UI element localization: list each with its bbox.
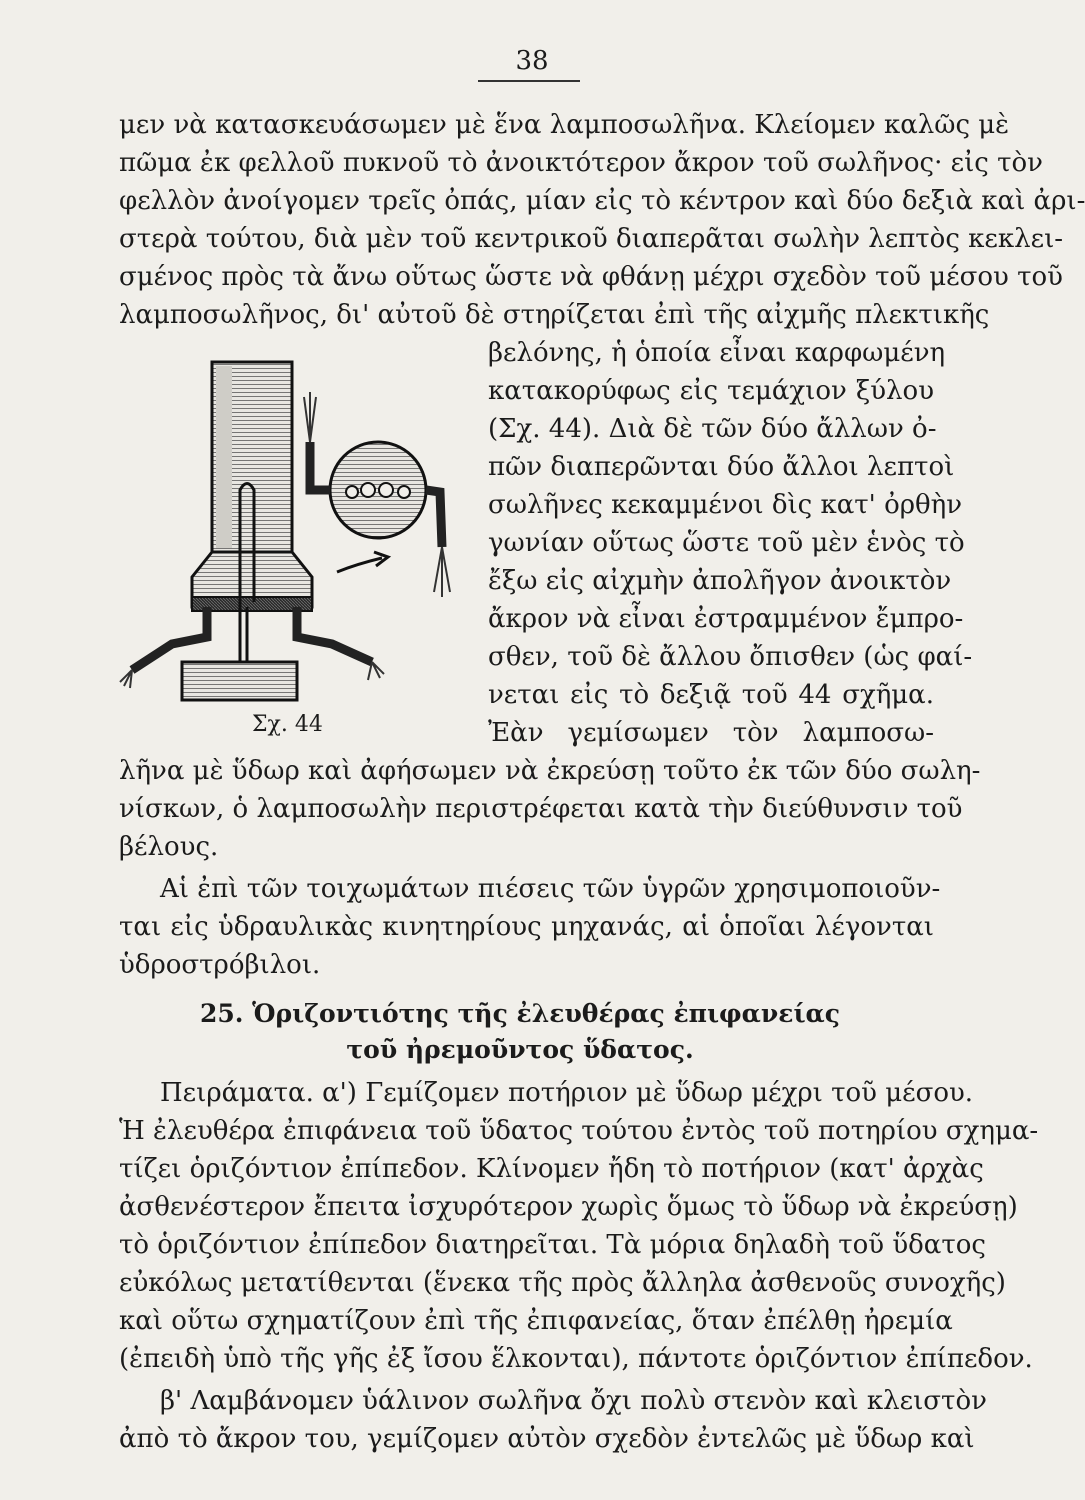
figure-44-illustration — [112, 352, 472, 742]
text-line: ἔξω εἰς αἰχμὴν ἀπολῆγον ἀνοικτὸν — [488, 566, 952, 596]
page-number-rule — [478, 80, 580, 82]
section-heading: 25. Ὁριζοντιότης τῆς ἐλευθέρας ἐπιφανείας — [199, 999, 841, 1028]
text-line: πῶν διαπερῶνται δύο ἄλλοι λεπτοὶ — [488, 452, 955, 482]
text-line: ὑδροστρόβιλοι. — [119, 950, 321, 980]
text-line: μεν νὰ κατασκευάσωμεν μὲ ἕνα λαμποσωλῆνα. Κλείομεν καλῶς μὲ — [119, 110, 1010, 140]
text-line: τὸ ὁριζόντιον ἐπίπεδον διατηρεῖται. Τὰ μόρια δηλαδὴ τοῦ ὕδατος — [119, 1230, 986, 1260]
text-line: καὶ οὕτω σχηματίζουν ἐπὶ τῆς ἐπιφανείας, ὅταν ἐπέλθῃ ἠρεμία — [119, 1306, 953, 1336]
text-line: σωλῆνες κεκαμμένοι δὶς κατ' ὀρθὴν — [488, 490, 963, 520]
text-line: ἀσθενέστερον ἔπειτα ἰσχυρότερον χωρὶς ὅμως τὸ ὕδωρ νὰ ἐκρεύσῃ) — [119, 1192, 1018, 1222]
wooden-base — [182, 662, 297, 700]
text-line: Ἡ ἐλευθέρα ἐπιφάνεια τοῦ ὕδατος τούτου ἐντὸς τοῦ ποτηρίου σχημα- — [119, 1116, 1039, 1146]
text-line: νίσκων, ὁ λαμποσωλὴν περιστρέφεται κατὰ τὴν διεύθυνσιν τοῦ — [119, 794, 963, 824]
text-line: πῶμα ἐκ φελλοῦ πυκνοῦ τὸ ἀνοικτότερον ἄκρον τοῦ σωλῆνος· εἰς τὸν — [119, 148, 1043, 178]
text-line: σμένος πρὸς τὰ ἄνω οὕτως ὥστε νὰ φθάνῃ μέχρι σχεδὸν τοῦ μέσου τοῦ — [119, 262, 1063, 292]
text-line: Πειράματα. α') Γεμίζομεν ποτήριον μὲ ὕδωρ μέχρι τοῦ μέσου. — [160, 1078, 974, 1108]
text-line: λῆνα μὲ ὕδωρ καὶ ἀφήσωμεν νὰ ἐκρεύσῃ τοῦτο ἐκ τῶν δύο σωλη- — [119, 756, 981, 786]
text-line: βελόνης, ἡ ὁποία εἶναι καρφωμένη — [488, 338, 946, 368]
text-line: εὐκόλως μετατίθενται (ἕνεκα τῆς πρὸς ἄλληλα ἀσθενοῦς συνοχῆς) — [119, 1268, 1006, 1298]
section-heading-line2: τοῦ ἠρεμοῦντος ὕδατος. — [346, 1035, 694, 1064]
text-line: Ἐὰν γεμίσωμεν τὸν λαμποσω- — [488, 718, 934, 748]
text-line: ἄκρον νὰ εἶναι ἐστραμμένον ἔμπρο- — [488, 604, 964, 634]
text-line: (ἐπειδὴ ὑπὸ τῆς γῆς ἐξ ἴσου ἕλκονται), πάντοτε ὁριζόντιον ἐπίπεδον. — [119, 1344, 1033, 1374]
text-line: σθεν, τοῦ δὲ ἄλλου ὄπισθεν (ὡς φαί- — [488, 642, 973, 672]
text-line: ται εἰς ὑδραυλικὰς κινητηρίους μηχανάς, αἱ ὁποῖαι λέγονται — [119, 912, 934, 942]
figure-caption: Σχ. 44 — [252, 712, 323, 737]
text-line: γωνίαν οὕτως ὥστε τοῦ μὲν ἑνὸς τὸ — [488, 528, 965, 558]
text-line: ἀπὸ τὸ ἄκρον του, γεμίζομεν αὐτὸν σχεδὸν ἐντελῶς μὲ ὕδωρ καὶ — [119, 1424, 975, 1454]
text-line: λαμποσωλῆνος, δι' αὐτοῦ δὲ στηρίζεται ἐπὶ τῆς αἰχμῆς πλεκτικῆς — [119, 300, 990, 330]
text-line: νεται εἰς τὸ δεξιᾷ τοῦ 44 σχῆμα. — [488, 680, 934, 710]
text-line: β' Λαμβάνομεν ὑάλινον σωλῆνα ὄχι πολὺ στενὸν καὶ κλειστὸν — [160, 1386, 987, 1416]
text-line: φελλὸν ἀνοίγομεν τρεῖς ὀπάς, μίαν εἰς τὸ κέντρον καὶ δύο δεξιὰ καὶ ἀρι- — [119, 186, 1085, 216]
text-line: (Σχ. 44). Διὰ δὲ τῶν δύο ἄλλων ὀ- — [488, 414, 937, 444]
text-line: βέλους. — [119, 832, 219, 862]
text-line: κατακορύφως εἰς τεμάχιον ξύλου — [488, 376, 934, 406]
text-line: τίζει ὁριζόντιον ἐπίπεδον. Κλίνομεν ἤδη τὸ ποτήριον (κατ' ἀρχὰς — [119, 1154, 984, 1184]
text-line: Αἱ ἐπὶ τῶν τοιχωμάτων πιέσεις τῶν ὑγρῶν χρησιμοποιοῦν- — [160, 874, 941, 904]
page-number: 38 — [515, 46, 549, 76]
text-line: στερὰ τούτου, διὰ μὲν τοῦ κεντρικοῦ διαπερᾶται σωλὴν λεπτὸς κεκλει- — [119, 224, 1064, 254]
rotation-arrow — [337, 552, 388, 572]
